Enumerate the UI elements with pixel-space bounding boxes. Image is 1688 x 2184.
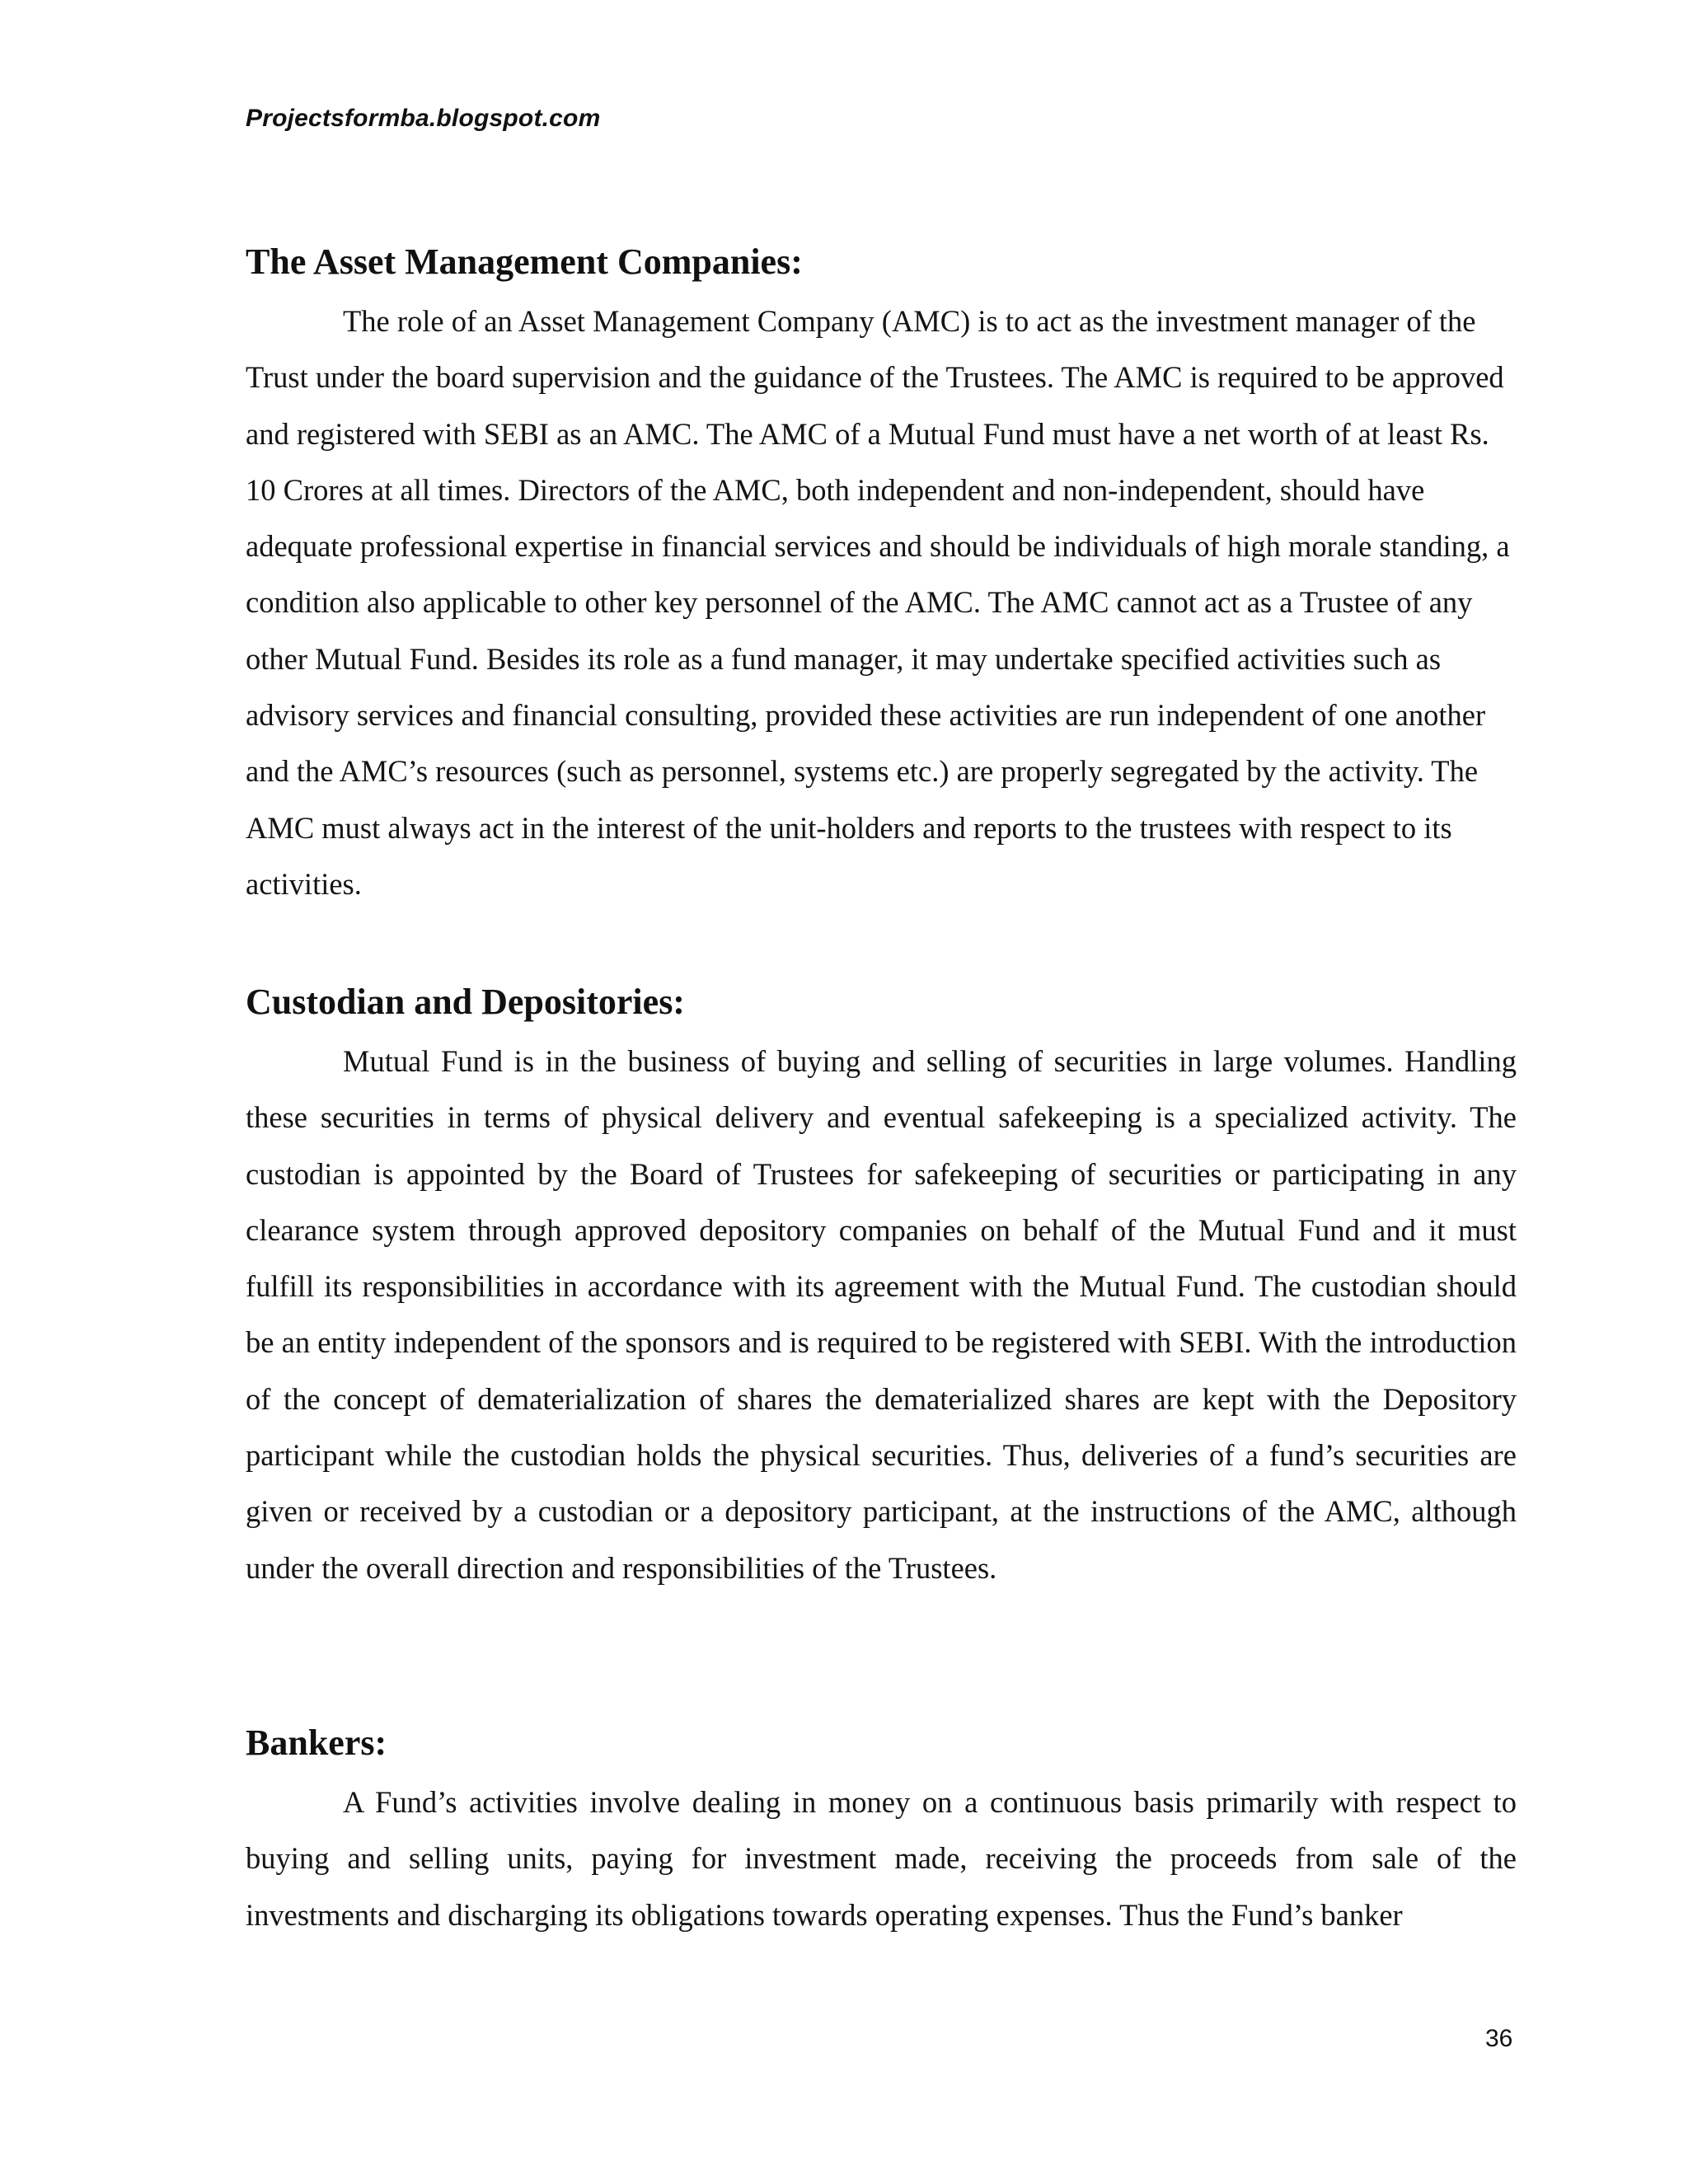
page-number: 36 — [1485, 2025, 1513, 2052]
section-paragraph: The role of an Asset Management Company (AMC) is to act as the investment manager of the Trust under the board supervision and the guidance of the Trustees. The AMC is required to be approved and registered with SEBI as an AMC. The AMC of a Mutual Fund must have a net worth of at least Rs. 10 Crores at all times. Directors of the AMC, both independent and non-independent, should have adequate professional expertise in financial services and should be individuals of high morale standing, a condition also applicable to other key personnel of the AMC. The AMC cannot act as a Trustee of any other Mutual Fund. Besides its role as a fund manager, it may undertake specified activities such as advisory services and financial consulting, provided these activities are run independent of one another and the AMC’s resources (such as personnel, systems etc.) are properly segregated by the activity. The AMC must always act in the interest of the unit-holders and reports to the trustees with respect to its activities. — [246, 304, 1510, 901]
section-heading: Custodian and Depositories: — [246, 982, 685, 1022]
section-paragraph: Mutual Fund is in the business of buying and selling of securities in large volumes. Handling these securities in terms of physical delivery and eventual safekeeping is a specialized activity. The custodian is appointed by the Board of Trustees for safekeeping of securities or participating in any clearance system through approved depository companies on behalf of the Mutual Fund and it must fulfill its responsibilities in accordance with its agreement with the Mutual Fund. The custodian should be an entity independent of the sponsors and is required to be registered with SEBI. With the introduction of the concept of dematerialization of shares the dematerialized shares are kept with the Depository participant while the custodian holds the physical securities. Thus, deliveries of a fund’s securities are given or received by a custodian or a depository participant, at the instructions of the AMC, although under the overall direction and responsibilities of the Trustees. — [246, 1044, 1517, 1585]
section-asset-management-companies — [246, 239, 1517, 912]
section-heading: The Asset Management Companies: — [246, 241, 803, 282]
section-custodian-and-depositories — [246, 979, 1517, 1596]
section-paragraph: A Fund’s activities involve dealing in money on a continuous basis primarily with respect to buying and selling units, paying for investment made, receiving the proceeds from sale of the investments and discharging its obligations towards operating expenses. Thus the Fund’s banker — [246, 1785, 1517, 1932]
page-header-site: Projectsformba.blogspot.com — [246, 105, 601, 132]
section-heading: Bankers: — [246, 1722, 387, 1763]
section-bankers — [246, 1720, 1517, 1943]
